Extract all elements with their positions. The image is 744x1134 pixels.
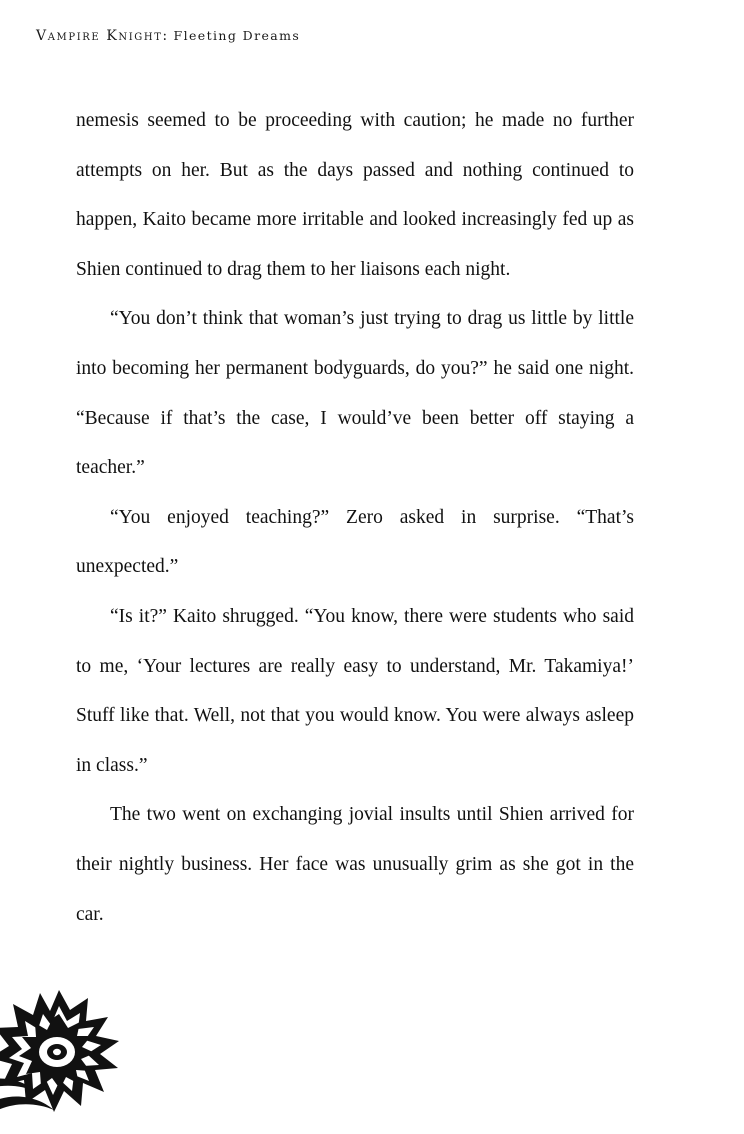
paragraph-3: “You enjoyed teaching?” Zero asked in surprise. “That’s unexpected.” [76, 506, 634, 578]
paragraph-4: “Is it?” Kaito shrugged. “You know, there were students who said to me, ‘Your lectures are really easy to understand, Mr. Takamiya!’ Stuff like that. Well, not that you would know. You were always asleep in class.” [76, 605, 634, 776]
running-head-separator: : [162, 28, 169, 44]
running-head [36, 28, 300, 44]
paragraph-5: The two went on exchanging jovial insults until Shien arrived for their nightly business. Her face was unusually grim as she got in the car. [76, 804, 634, 925]
paragraph-2: “You don’t think that woman’s just trying to drag us little by little into becoming her permanent bodyguards, do you?” he said one night. “Because if that’s the case, I would’ve been better off staying a teacher.” [76, 308, 634, 479]
running-head-subtitle: Fleeting Dreams [173, 28, 301, 43]
rose-ornament-icon [0, 984, 134, 1134]
body-text [76, 96, 634, 939]
running-head-series: Vampire Knight [36, 28, 163, 44]
paragraph-1: nemesis seemed to be proceeding with caution; he made no further attempts on her. But as the days passed and nothing continued to happen, Kaito became more irritable and looked increasingly fed up as Shien continued to drag them to her liaisons each night. [76, 110, 634, 280]
